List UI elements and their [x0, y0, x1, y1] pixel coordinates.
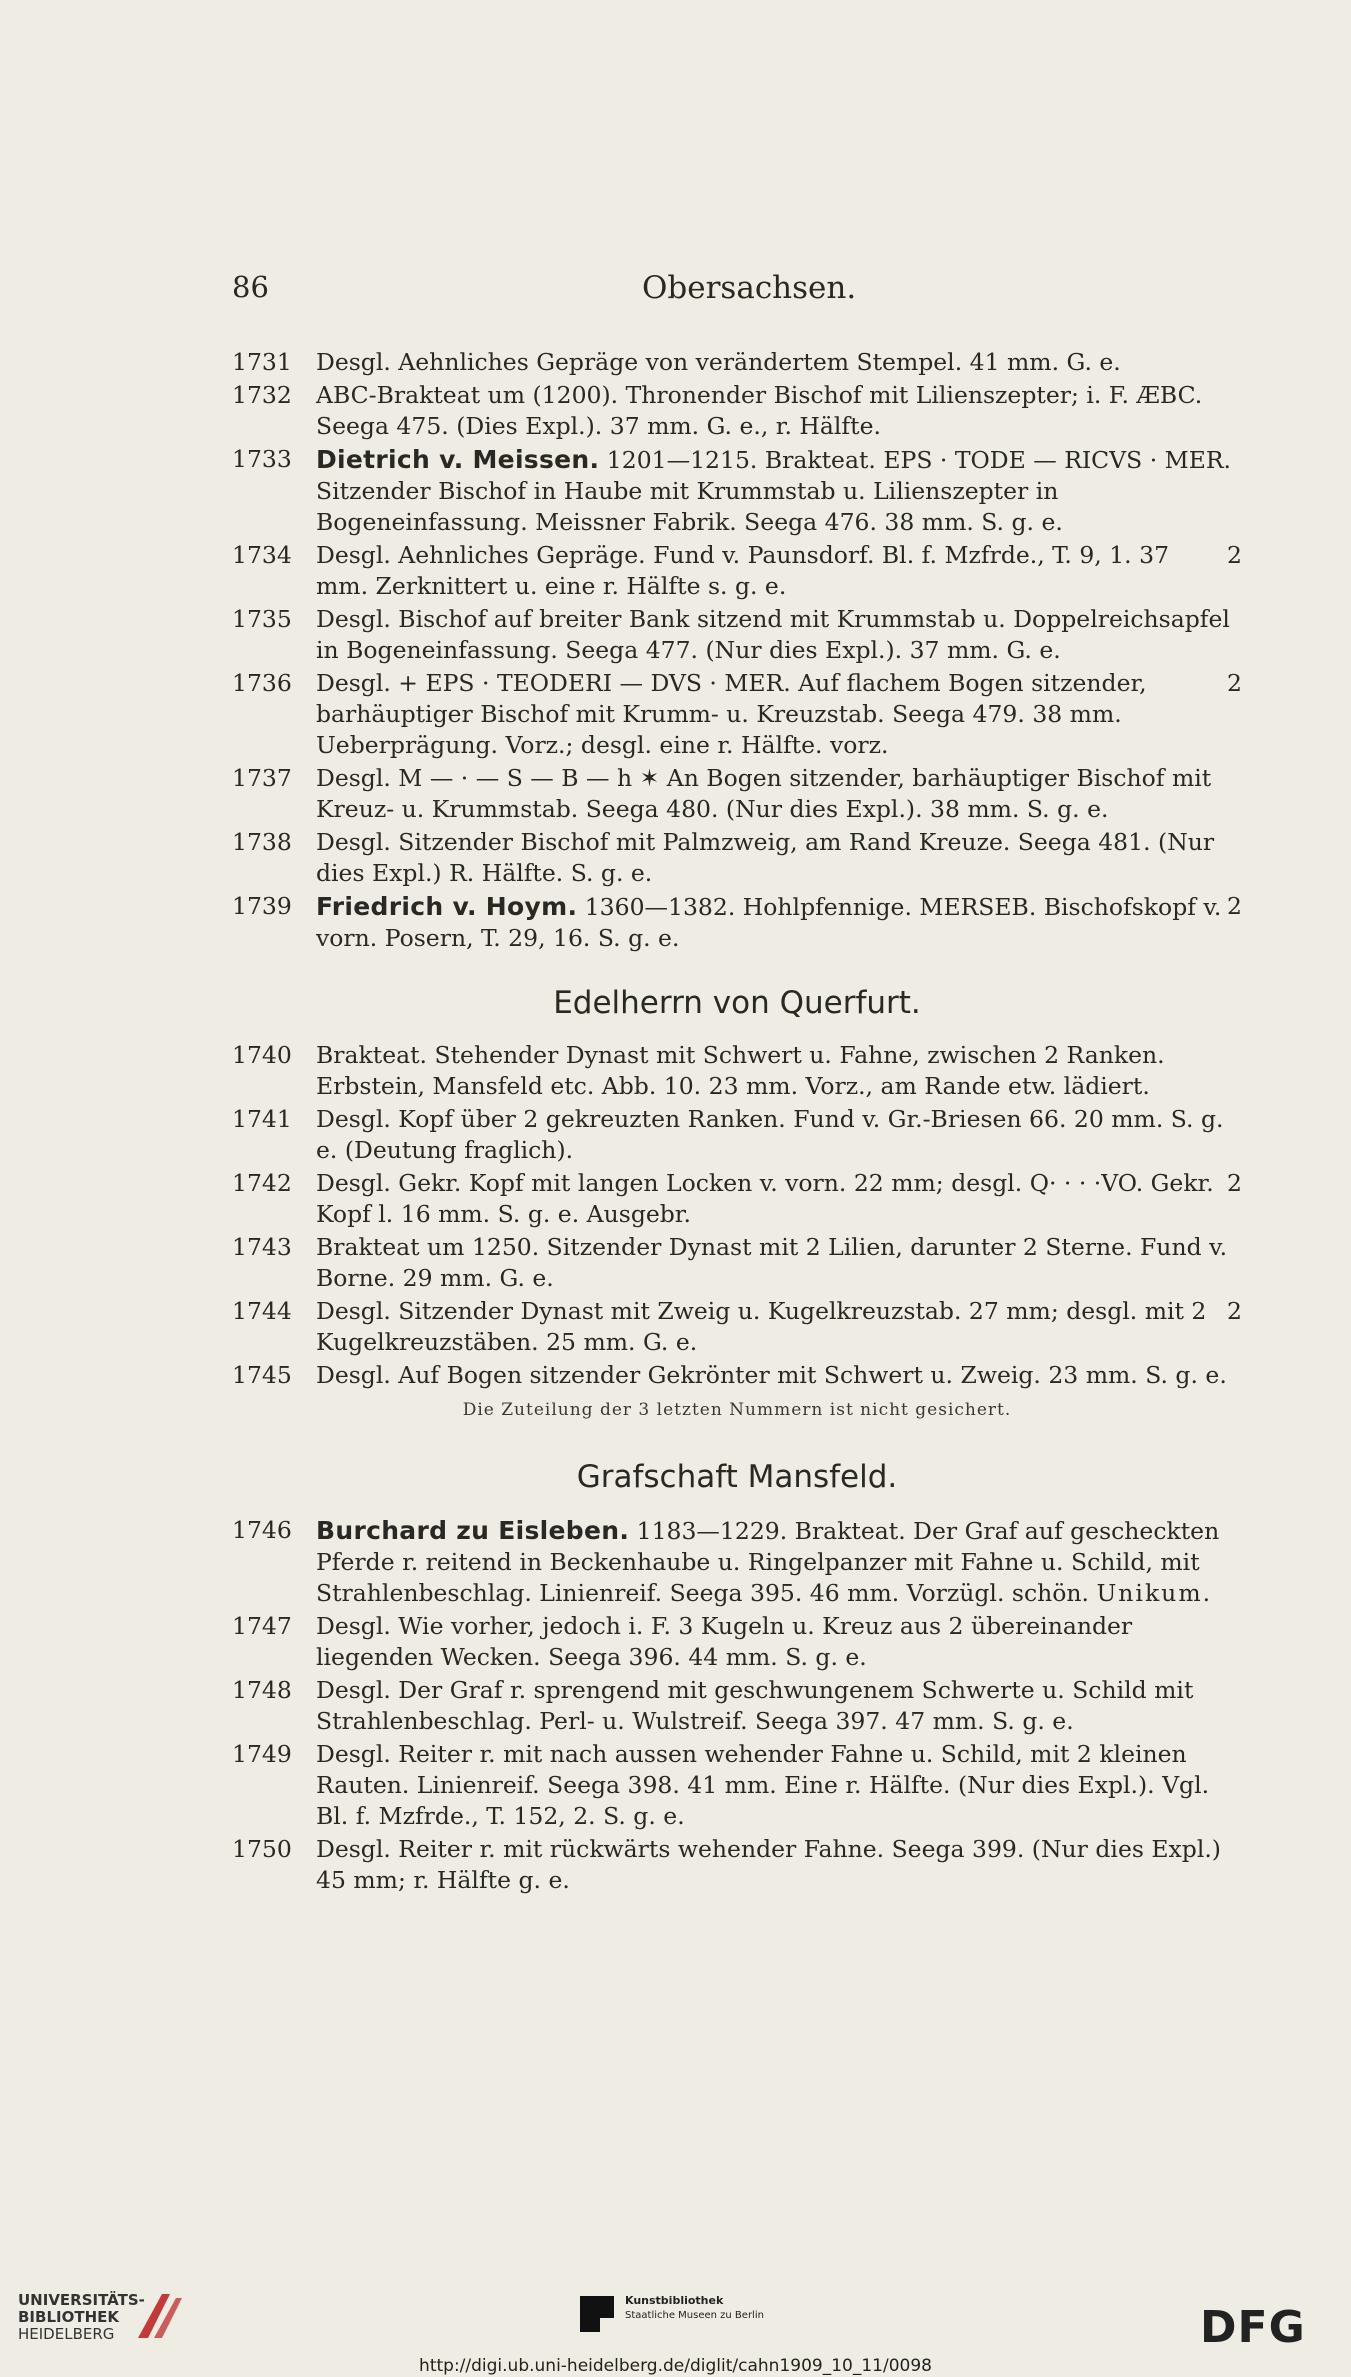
entry-body [316, 1515, 1242, 1609]
entry-body [316, 1040, 1242, 1102]
entry-emphasis: Unikum. [1096, 1579, 1213, 1607]
entry-ruler-name: Burchard zu Eisleben. [316, 1516, 630, 1545]
entry-body [316, 1611, 1242, 1673]
entry-description: Desgl. Bischof auf breiter Bank sitzend mit Krummstab u. Doppelreichsapfel in Bogeneinfassung. Seega 477. (Nur dies Expl.). 37 mm. G. e. [316, 605, 1230, 664]
entry-body [316, 1834, 1242, 1896]
catalog-entry [232, 668, 1242, 761]
entry-description: Desgl. Auf Bogen sitzender Gekrönter mit Schwert u. Zweig. 23 mm. S. g. e. [316, 1361, 1227, 1389]
catalog-entry [232, 1739, 1242, 1832]
catalog-entry [232, 1168, 1242, 1230]
catalog-entry [232, 347, 1242, 378]
entry-description: ABC-Brakteat um (1200). Thronender Bischof mit Lilienszepter; i. F. ÆBC. Seega 475. (Dies Expl.). 37 mm. G. e., r. Hälfte. [316, 381, 1203, 440]
entry-body [316, 827, 1242, 889]
university-mark-icon [132, 2288, 188, 2344]
kunstbibliothek-label [625, 2294, 764, 2323]
entry-description: 1201—1215. Brakteat. EPS · TODE — RICVS · MER. Sitzender Bischof in Haube mit Krummstab u. Lilienszepter in Bogeneinfassung. Meissner Fabrik. Seega 476. 38 mm. S. g. e. [316, 446, 1232, 536]
entry-number: 1735 [232, 605, 292, 633]
entry-number: 1748 [232, 1676, 292, 1704]
entry-price: 2 [1227, 541, 1242, 569]
source-url[interactable]: http://digi.ub.uni-heidelberg.de/diglit/cahn1909_10_11/0098 [419, 2356, 932, 2376]
catalog-entry [232, 380, 1242, 442]
catalog-entry [232, 1040, 1242, 1102]
entry-body [316, 444, 1242, 538]
entry-description: Brakteat um 1250. Sitzender Dynast mit 2 Lilien, darunter 2 Sterne. Fund v. Borne. 29 mm. G. e. [316, 1233, 1228, 1292]
entry-price: 2 [1227, 892, 1242, 920]
catalog-entry [232, 763, 1242, 825]
page-number: 86 [232, 270, 269, 304]
entry-price: 2 [1227, 1169, 1242, 1197]
entry-number: 1742 [232, 1169, 292, 1197]
catalog-entry [232, 540, 1242, 602]
catalog-entry [232, 1675, 1242, 1737]
entry-body [316, 380, 1242, 442]
entry-body [316, 347, 1242, 378]
entry-number: 1741 [232, 1105, 292, 1133]
entry-description: 1183—1229. Brakteat. Der Graf auf gescheckten Pferde r. reitend in Beckenhaube u. Ringelpanzer mit Fahne u. Schild, mit Strahlenbeschlag. Linienreif. Seega 395. 46 mm. Vorzügl. schön. [316, 1517, 1220, 1607]
entry-body [316, 1675, 1242, 1737]
entry-number: 1740 [232, 1041, 292, 1069]
entry-number: 1738 [232, 828, 292, 856]
entry-description: Desgl. M — · — S — B — h ✶ An Bogen sitzender, barhäuptiger Bischof mit Kreuz- u. Krummstab. Seega 480. (Nur dies Expl.). 38 mm. S. g. e. [316, 764, 1212, 823]
entry-price: 2 [1227, 1297, 1242, 1325]
entry-body [316, 763, 1242, 825]
catalog-entry [232, 444, 1242, 538]
entry-number: 1733 [232, 445, 292, 473]
entry-body [316, 604, 1242, 666]
catalog-entry [232, 1232, 1242, 1294]
entry-ruler-name: Friedrich v. Hoym. [316, 892, 578, 921]
entry-description: Desgl. Aehnliches Gepräge. Fund v. Paunsdorf. Bl. f. Mzfrde., T. 9, 1. 37 mm. Zerknittert u. eine r. Hälfte s. g. e. [316, 541, 1170, 600]
logo-line: HEIDELBERG [18, 2325, 115, 2343]
entry-description: Desgl. + EPS · TEODERI — DVS · MER. Auf flachem Bogen sitzender, barhäuptiger Bischof mit Krumm- u. Kreuzstab. Seega 479. 38 mm. Ueberprägung. Vorz.; desgl. eine r. Hälfte. vorz. [316, 669, 1147, 759]
entry-ruler-name: Dietrich v. Meissen. [316, 445, 600, 474]
entry-description: Desgl. Sitzender Bischof mit Palmzweig, am Rand Kreuze. Seega 481. (Nur dies Expl.) R. Hälfte. S. g. e. [316, 828, 1215, 887]
entries-mansfeld [232, 1515, 1242, 1898]
entry-description: 1360—1382. Hohlpfennige. MERSEB. Bischofskopf v. vorn. Posern, T. 29, 16. S. g. e. [316, 893, 1222, 952]
entry-number: 1732 [232, 381, 292, 409]
entry-body [316, 1104, 1242, 1166]
entry-number: 1747 [232, 1612, 292, 1640]
running-head [232, 270, 1241, 310]
entry-body [316, 1232, 1242, 1294]
entry-number: 1731 [232, 348, 292, 376]
entry-body [316, 1739, 1242, 1832]
entry-body [316, 1360, 1242, 1391]
entry-description: Desgl. Gekr. Kopf mit langen Locken v. vorn. 22 mm; desgl. Q· · · ·VO. Gekr. Kopf l. 16 mm. S. g. e. Ausgebr. [316, 1169, 1214, 1228]
entry-number: 1749 [232, 1740, 292, 1768]
entry-body [316, 1296, 1242, 1358]
entry-description: Desgl. Aehnliches Gepräge von verändertem Stempel. 41 mm. G. e. [316, 348, 1121, 376]
footer [0, 2280, 1351, 2377]
dfg-logo: DFG [1200, 2302, 1306, 2353]
entry-description: Desgl. Reiter r. mit rückwärts wehender Fahne. Seega 399. (Nur dies Expl.) 45 mm; r. Hälfte g. e. [316, 1835, 1221, 1894]
entries-obersachsen [232, 347, 1242, 956]
entry-number: 1739 [232, 892, 292, 920]
entry-number: 1746 [232, 1516, 292, 1544]
entry-body [316, 668, 1242, 761]
entry-description: Brakteat. Stehender Dynast mit Schwert u. Fahne, zwischen 2 Ranken. Erbstein, Mansfeld etc. Abb. 10. 23 mm. Vorz., am Rande etw. lädiert. [316, 1041, 1165, 1100]
university-library-logo [18, 2292, 145, 2343]
entry-body [316, 540, 1242, 602]
logo-line: BIBLIOTHEK [18, 2308, 119, 2326]
catalog-entry [232, 1515, 1242, 1609]
page-title: Obersachsen. [642, 270, 857, 306]
logo-line: UNIVERSITÄTS- [18, 2291, 145, 2309]
attribution-note: Die Zuteilung der 3 letzten Nummern ist nicht gesichert. [462, 1400, 1012, 1420]
entry-description: Desgl. Wie vorher, jedoch i. F. 3 Kugeln u. Kreuz aus 2 übereinander liegenden Wecken. Seega 396. 44 mm. S. g. e. [316, 1612, 1133, 1671]
section-heading-mansfeld: Grafschaft Mansfeld. [576, 1459, 898, 1495]
catalog-entry [232, 891, 1242, 954]
catalog-entry [232, 827, 1242, 889]
section-heading-querfurt: Edelherrn von Querfurt. [553, 985, 921, 1021]
entries-querfurt [232, 1040, 1242, 1426]
entry-description: Desgl. Kopf über 2 gekreuzten Ranken. Fund v. Gr.-Briesen 66. 20 mm. S. g. e. (Deutung fraglich). [316, 1105, 1224, 1164]
entry-number: 1736 [232, 669, 292, 697]
entry-number: 1734 [232, 541, 292, 569]
entry-number: 1743 [232, 1233, 292, 1261]
entry-number: 1745 [232, 1361, 292, 1389]
entry-number: 1750 [232, 1835, 292, 1863]
entry-number: 1744 [232, 1297, 292, 1325]
catalog-entry [232, 1104, 1242, 1166]
catalog-entry [232, 604, 1242, 666]
entry-number: 1737 [232, 764, 292, 792]
kb-subtitle: Staatliche Museen zu Berlin [625, 2310, 764, 2321]
entry-description: Desgl. Reiter r. mit nach aussen wehender Fahne u. Schild, mit 2 kleinen Rauten. Linienreif. Seega 398. 41 mm. Eine r. Hälfte. (Nur dies Expl.). Vgl. Bl. f. Mzfrde., T. 152, 2. S. g. e. [316, 1740, 1210, 1830]
entry-description: Desgl. Der Graf r. sprengend mit geschwungenem Schwerte u. Schild mit Strahlenbeschlag. Perl- u. Wulstreif. Seega 397. 47 mm. S. g. e. [316, 1676, 1194, 1735]
entry-body [316, 1168, 1242, 1230]
entry-price: 2 [1227, 669, 1242, 697]
kunstbibliothek-logo-icon [578, 2294, 616, 2334]
catalog-entry [232, 1834, 1242, 1896]
catalog-entry [232, 1296, 1242, 1358]
entry-description: Desgl. Sitzender Dynast mit Zweig u. Kugelkreuzstab. 27 mm; desgl. mit 2 Kugelkreuzstäben. 25 mm. G. e. [316, 1297, 1207, 1356]
catalog-entry [232, 1611, 1242, 1673]
kb-title: Kunstbibliothek [625, 2294, 724, 2307]
entry-body [316, 891, 1242, 954]
catalog-entry [232, 1360, 1242, 1391]
